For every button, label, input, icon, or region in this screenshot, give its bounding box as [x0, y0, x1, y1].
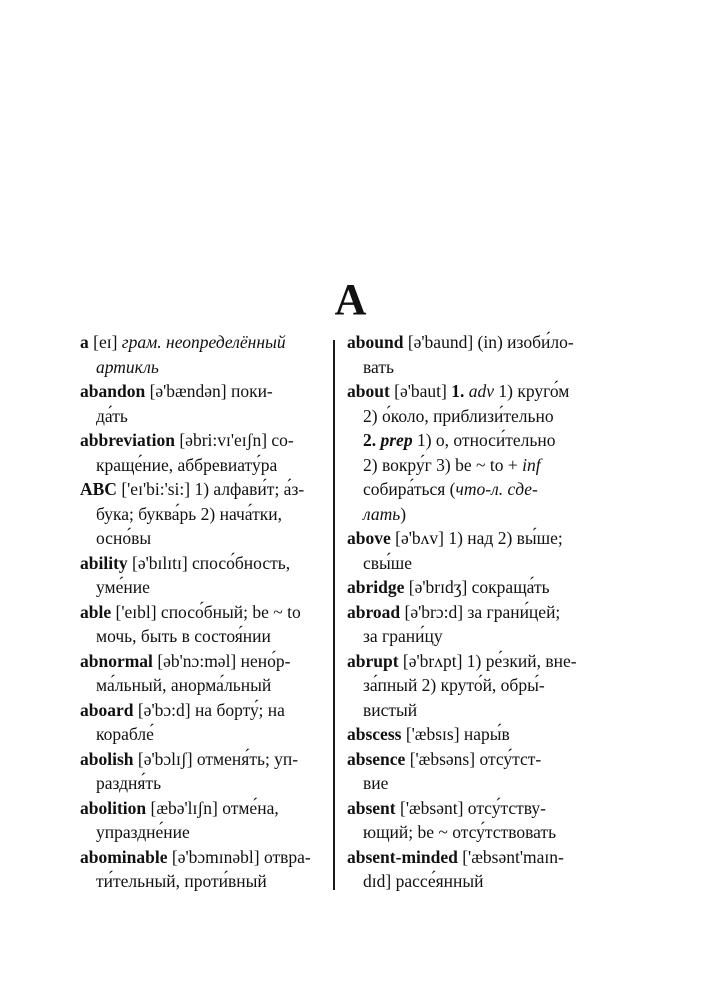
entry-text: ['æbsənt] отсу́тству- [395, 797, 546, 818]
entry-text: prep [380, 430, 413, 450]
entry-first-line [80, 847, 311, 867]
entry-text: ['eɪ'bi:'si:] 1) алфави́т; а́з- [116, 479, 305, 499]
entry-continuation-line [347, 771, 605, 796]
dictionary-entry [347, 722, 605, 747]
entry-text: [ə'bændən] поки- [145, 381, 273, 401]
headword: absence [347, 748, 406, 769]
dictionary-entry [80, 330, 338, 379]
entry-continuation-line [347, 404, 605, 429]
entry-continuation-line [80, 673, 338, 698]
dictionary-entry [80, 796, 338, 845]
entry-text: собира́ться ( [363, 479, 456, 499]
dictionary-entry [80, 649, 338, 698]
dictionary-entry [347, 379, 605, 526]
dictionary-entry [347, 600, 605, 649]
entry-first-line [347, 749, 541, 769]
entry-text: за грани́цу [363, 626, 443, 646]
entry-text: корабле́ [96, 724, 154, 744]
entry-first-line [347, 381, 569, 401]
entry-text: [ə'bʌv] 1) над 2) вы́ше; [390, 528, 563, 548]
headword: abnormal [80, 650, 153, 671]
entry-continuation-line [347, 453, 605, 478]
headword: abridge [347, 577, 405, 597]
entry-first-line [80, 651, 290, 671]
entry-first-line [80, 479, 304, 499]
entry-text: ['æbsənt'maɪn- [457, 846, 564, 867]
headword: abolish [80, 748, 134, 769]
entry-continuation-line [347, 673, 605, 698]
headword: absent [347, 797, 396, 818]
entry-text: 1. [451, 381, 469, 401]
entry-continuation-line [80, 526, 338, 551]
entry-continuation-line [347, 502, 605, 527]
entry-continuation-line [80, 820, 338, 845]
entry-first-line [80, 332, 286, 352]
entry-text: [ə'baut] [389, 381, 452, 401]
headword: abscess [347, 724, 402, 744]
entry-first-line [347, 332, 574, 352]
column-divider [333, 340, 335, 890]
entry-text: [əb'nɔ:məl] нено́р- [152, 650, 291, 671]
entry-first-line [347, 602, 560, 622]
headword: abominable [80, 846, 168, 867]
headword: a [80, 332, 89, 352]
dictionary-entry [347, 845, 605, 894]
dictionary-entry [347, 649, 605, 723]
entry-continuation-line [80, 722, 338, 747]
entry-continuation-line [80, 502, 338, 527]
entry-text: что-л. сде- [455, 479, 538, 499]
entry-continuation-line [347, 698, 605, 723]
entry-first-line [80, 602, 301, 622]
entry-continuation-line [347, 551, 605, 576]
dictionary-entry [80, 747, 338, 796]
dictionary-entry [347, 330, 605, 379]
entry-text: ['æbsəns] отсу́тст- [405, 748, 542, 769]
entry-text: 2) о́коло, приблизи́тельно [363, 405, 554, 426]
entry-text: [æbə'lɪʃn] отме́на, [146, 797, 279, 818]
entry-continuation-line [347, 624, 605, 649]
headword: abolition [80, 797, 147, 818]
headword: about [347, 381, 390, 401]
entry-continuation-line [80, 575, 338, 600]
entry-text: [ə'brʌpt] 1) ре́зкий, вне- [398, 650, 577, 671]
entry-text: артикль [96, 356, 159, 377]
entry-text: мочь, быть в состоя́нии [96, 626, 271, 646]
dictionary-entry [80, 698, 338, 747]
entry-continuation-line [80, 453, 338, 478]
entry-text: осно́вы [96, 528, 152, 548]
entry-text: 1) круго́м [494, 381, 570, 401]
dictionary-entry [80, 845, 338, 894]
entry-continuation-line [80, 869, 338, 894]
entry-first-line [347, 847, 564, 867]
entry-continuation-line [347, 820, 605, 845]
entry-continuation-line [80, 771, 338, 796]
headword: abound [347, 332, 404, 352]
entry-continuation-line [347, 428, 605, 453]
entry-text: за́пный 2) круто́й, обры́- [363, 675, 545, 695]
headword: ability [80, 552, 128, 573]
headword: able [80, 601, 112, 622]
entry-text: вать [363, 356, 394, 377]
entry-continuation-line [347, 477, 605, 502]
entry-text: раздня́ть [96, 773, 162, 793]
entry-first-line [347, 528, 563, 548]
headword: above [347, 528, 391, 548]
entry-text: [ə'brɪdʒ] сокраща́ть [404, 577, 550, 597]
headword: abandon [80, 381, 146, 401]
entry-text: adv [468, 381, 495, 401]
headword: aboard [80, 699, 134, 720]
entry-text: ющий; be ~ отсу́тствовать [363, 822, 557, 842]
entry-text: [ə'bɔmɪnəbl] отвра- [167, 846, 311, 867]
entry-first-line [80, 749, 298, 769]
entry-text: вие [363, 773, 389, 793]
entry-text: краще́ние, аббревиату́ра [96, 454, 278, 475]
entry-first-line [80, 798, 279, 818]
entry-text: уме́ние [96, 577, 150, 597]
entry-text: [ə'bɔ:d] на борту́; на [133, 699, 285, 720]
entry-text: [eɪ] [88, 332, 122, 352]
entry-text: ['eɪbl] спосо́бный; be ~ to [111, 601, 301, 622]
entry-continuation-line [80, 355, 338, 380]
entry-continuation-line [80, 404, 338, 429]
headword: abbreviation [80, 430, 175, 450]
dictionary-entry [80, 551, 338, 600]
left-column [80, 330, 338, 894]
entry-first-line [80, 381, 273, 401]
entry-first-line [347, 577, 550, 597]
entry-first-line [80, 553, 290, 573]
entry-text: [əbri:vɪ'eɪʃn] со- [174, 430, 294, 450]
entry-text: 1) о, относи́тельно [412, 430, 556, 450]
dictionary-entry [347, 575, 605, 600]
right-column [347, 330, 605, 894]
dictionary-entry [347, 796, 605, 845]
entry-text: вистый [363, 699, 418, 720]
entry-first-line [347, 651, 577, 671]
headword: absent-minded [347, 846, 458, 867]
entry-text: [ə'bɔlɪʃ] отменя́ть; уп- [133, 748, 299, 769]
entry-text: ти́тельный, проти́вный [96, 871, 267, 891]
entry-text: [ə'baund] (in) изоби́ло- [403, 332, 574, 352]
entry-text: ма́льный, анорма́льный [96, 675, 272, 695]
entry-text: [ə'brɔ:d] за грани́цей; [400, 601, 561, 622]
entry-text: [ə'bɪlɪtɪ] спосо́бность, [127, 552, 291, 573]
entry-text: лать [363, 503, 401, 524]
entry-text: inf [522, 454, 541, 475]
entry-first-line [80, 700, 285, 720]
dictionary-entry [80, 379, 338, 428]
entry-text: 2. [363, 430, 381, 450]
entry-text: бука; буква́рь 2) нача́тки, [96, 503, 283, 524]
entry-continuation-line [80, 624, 338, 649]
entry-text: упраздне́ние [96, 822, 190, 842]
entry-text: да́ть [96, 405, 128, 426]
entry-first-line [80, 430, 294, 450]
dictionary-entry [80, 428, 338, 477]
entry-text: ['æbsɪs] нары́в [401, 724, 510, 744]
entry-text: dɪd] рассе́янный [363, 871, 484, 891]
entry-continuation-line [347, 355, 605, 380]
dictionary-entry [80, 477, 338, 551]
entry-text: свы́ше [363, 552, 413, 573]
dictionary-entry [347, 526, 605, 575]
entry-first-line [347, 798, 546, 818]
headword: abroad [347, 601, 401, 622]
dictionary-entry [347, 747, 605, 796]
entry-continuation-line [347, 869, 605, 894]
headword: ABC [80, 479, 117, 499]
dictionary-entry [80, 600, 338, 649]
entry-text: ) [400, 503, 407, 524]
entry-text: 2) вокру́г 3) be ~ to + [363, 454, 523, 475]
entry-text: грам. неопределённый [121, 332, 286, 352]
headword: abrupt [347, 650, 399, 671]
section-letter: A [334, 275, 367, 324]
entry-first-line [347, 724, 510, 744]
